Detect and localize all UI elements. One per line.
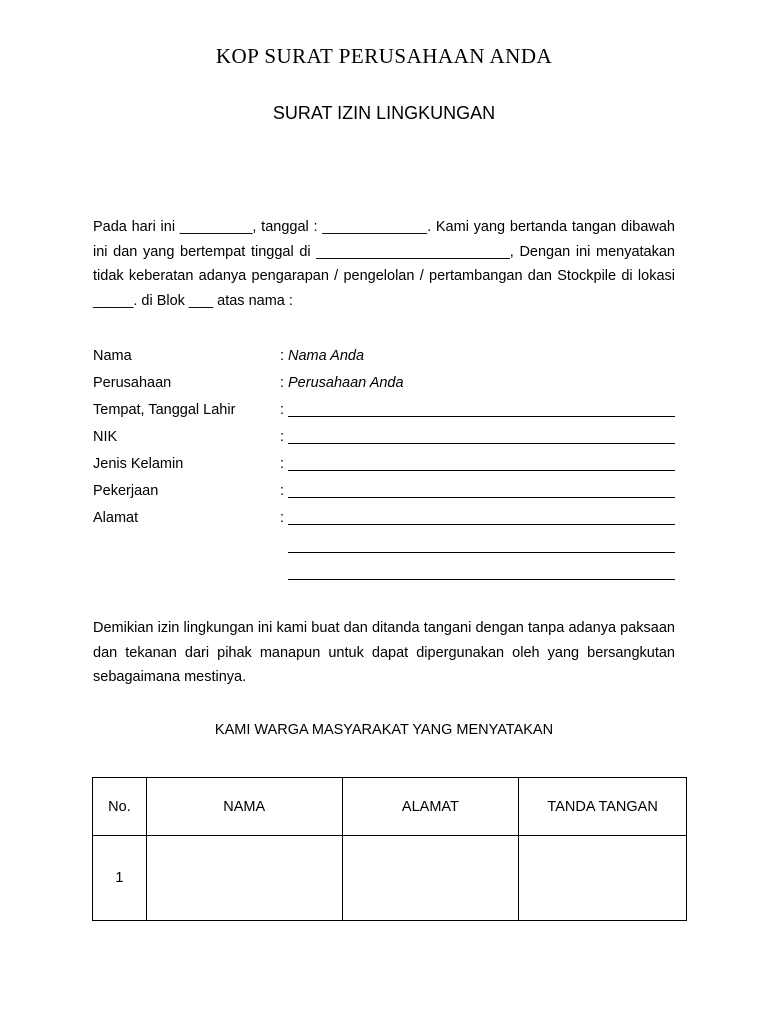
field-separator: : <box>280 429 285 445</box>
blank-line <box>288 416 675 417</box>
field-label: Jenis Kelamin <box>93 456 184 472</box>
field-label: NIK <box>93 429 118 445</box>
signature-heading: KAMI WARGA MASYARAKAT YANG MENYATAKAN <box>214 722 554 738</box>
cell-no: 1 <box>93 836 147 921</box>
field-label: Tempat, Tanggal Lahir <box>93 402 236 418</box>
field-perusahaan <box>93 371 675 395</box>
signature-table <box>92 777 687 921</box>
column-header-no: No. <box>93 778 147 836</box>
letterhead: KOP SURAT PERUSAHAAN ANDA <box>215 44 553 68</box>
table-header-row <box>93 778 687 836</box>
field-label: Perusahaan <box>93 375 172 391</box>
field-value-nama: Nama Anda <box>288 348 365 364</box>
field-nama <box>93 344 675 368</box>
field-separator: : <box>280 348 285 364</box>
field-alamat <box>93 506 675 530</box>
column-header-tanda-tangan: TANDA TANGAN <box>519 778 687 836</box>
field-nik <box>93 425 675 449</box>
field-separator: : <box>280 375 285 391</box>
alamat-continuation-line <box>288 579 675 580</box>
field-label: Alamat <box>93 510 139 526</box>
blank-line <box>288 470 675 471</box>
intro-paragraph: Pada hari ini _________, tanggal : _____________. Kami yang bertanda tangan dibawah ini dan yang bertempat tinggal di ________________________, Dengan ini menyatakan tidak keberatan adanya pengarapan / pengelolan / pertambangan dan Stockpile di lokasi _____. di Blok ___ atas nama : <box>93 219 675 309</box>
field-tempat-tanggal-lahir <box>93 398 675 422</box>
cell-alamat <box>342 836 519 921</box>
field-separator: : <box>280 456 285 472</box>
field-separator: : <box>280 483 285 499</box>
table-row <box>93 836 687 921</box>
blank-line <box>288 524 675 525</box>
field-separator: : <box>280 510 285 526</box>
field-separator: : <box>280 402 285 418</box>
field-value-perusahaan: Perusahaan Anda <box>288 375 404 391</box>
field-label: Pekerjaan <box>93 483 159 499</box>
field-label: Nama <box>93 348 132 364</box>
blank-line <box>288 497 675 498</box>
cell-nama <box>146 836 342 921</box>
field-pekerjaan <box>93 479 675 503</box>
column-header-alamat: ALAMAT <box>342 778 519 836</box>
blank-line <box>288 443 675 444</box>
cell-tanda-tangan <box>519 836 687 921</box>
field-jenis-kelamin <box>93 452 675 476</box>
column-header-nama: NAMA <box>146 778 342 836</box>
alamat-continuation-line <box>288 552 675 553</box>
document-title: SURAT IZIN LINGKUNGAN <box>272 103 496 123</box>
closing-paragraph: Demikian izin lingkungan ini kami buat dan ditanda tangani dengan tanpa adanya paksaan dan tekanan dari pihak manapun untuk dapat dipergunakan oleh yang bersangkutan sebagaimana mestinya. <box>93 620 675 685</box>
